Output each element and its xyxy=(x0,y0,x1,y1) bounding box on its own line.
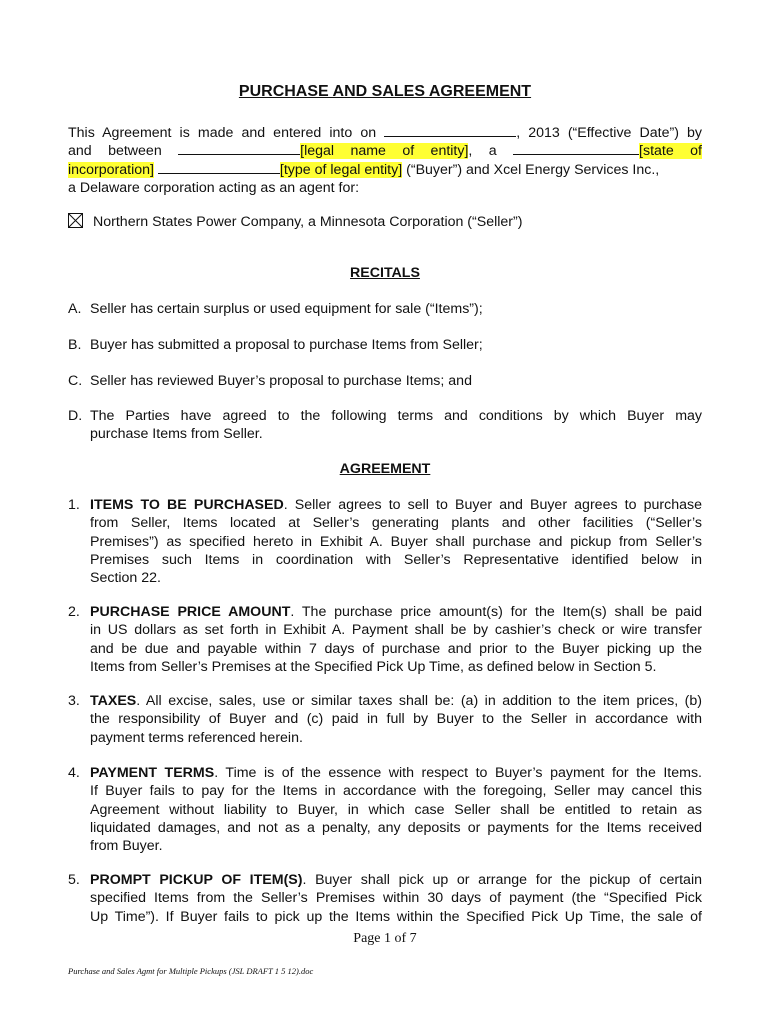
recital-marker: D. xyxy=(68,408,83,424)
buyer-name-blank[interactable] xyxy=(178,142,300,155)
checkbox-x-icon xyxy=(69,214,82,227)
section-text: . Seller agrees to sell to Buyer and Buyer agrees to purchase xyxy=(283,497,702,513)
state-blank[interactable] xyxy=(513,142,639,155)
section-text: in US dollars as set forth in Exhibit A. Payment shall be by cashier’s check or wire transfer xyxy=(90,622,702,639)
seller-option-label: Northern States Power Company, a Minnesota Corporation (“Seller”) xyxy=(93,214,523,230)
section-text: Premises”) as specified hereto in Exhibit A. Buyer shall purchase and pickup from Seller’s xyxy=(90,533,702,550)
section-heading: PROMPT PICKUP OF ITEM(S) xyxy=(90,872,303,888)
document-title: PURCHASE AND SALES AGREEMENT xyxy=(238,83,532,100)
section-heading: ITEMS TO BE PURCHASED xyxy=(90,497,284,513)
recital-text: purchase Items from Seller. xyxy=(90,426,263,443)
agreement-heading: AGREEMENT xyxy=(339,461,431,477)
intro-text: (“Buyer”) and Xcel Energy Services Inc., xyxy=(402,161,660,178)
section-text: the responsibility of Buyer and (c) paid in full by Buyer to the Seller in accordance with xyxy=(90,711,702,728)
section-first-line xyxy=(90,764,702,782)
section-text: and be due and payable within 7 days of purchase and prior to the Buyer picking up the xyxy=(90,640,702,657)
state-placeholder: [state of xyxy=(639,143,702,160)
intro-text: and between xyxy=(68,143,162,160)
recital-text: The Parties have agreed to the following terms and conditions by which Buyer may xyxy=(90,408,702,424)
recital-marker: C. xyxy=(68,373,83,389)
section-heading: TAXES xyxy=(90,693,137,709)
section-first-line xyxy=(90,871,702,889)
section-heading: PAYMENT TERMS xyxy=(90,765,215,781)
section-text: . All excise, sales, use or similar taxes shall be: (a) in addition to the item prices, (b) xyxy=(136,693,702,709)
section-1 xyxy=(68,496,702,587)
legal-name-placeholder: [legal name of entity] xyxy=(300,143,469,160)
section-text: payment terms referenced herein. xyxy=(90,729,303,746)
section-marker: 2. xyxy=(68,604,80,620)
section-4 xyxy=(68,764,702,855)
section-marker: 4. xyxy=(68,765,80,781)
section-text: Premises such Items in coordination with Seller’s Representative identified below in xyxy=(90,551,702,568)
section-first-line xyxy=(90,692,702,710)
section-text: . Buyer shall pick up or arrange for the pickup of certain xyxy=(302,872,702,888)
recital-b xyxy=(68,336,702,354)
section-text: Up Time”). If Buyer fails to pick up the Items within the Specified Pick Up Time, the sale of xyxy=(90,908,702,925)
seller-checkbox[interactable] xyxy=(68,213,83,228)
section-marker: 5. xyxy=(68,872,80,888)
section-text: Agreement without liability to Buyer, in which case Seller shall be entitled to retain as xyxy=(90,801,702,818)
section-heading: PURCHASE PRICE AMOUNT xyxy=(90,604,291,620)
recital-text: Seller has reviewed Buyer’s proposal to purchase Items; and xyxy=(90,373,472,389)
section-first-line xyxy=(90,496,702,514)
section-text: . The purchase price amount(s) for the Item(s) shall be paid xyxy=(290,604,702,620)
section-text: . Time is of the essence with respect to Buyer’s payment for the Items. xyxy=(214,765,702,781)
recitals-heading: RECITALS xyxy=(350,265,420,281)
section-text: from Seller, Items located at Seller’s generating plants and other facilities (“Seller’s xyxy=(90,515,702,532)
section-3 xyxy=(68,692,702,747)
recital-text: Buyer has submitted a proposal to purchase Items from Seller; xyxy=(90,337,483,353)
section-text: Section 22. xyxy=(90,570,161,587)
intro-text: , 2013 (“Effective Date”) by xyxy=(516,125,702,141)
section-text: specified Items from the Seller’s Premises within 30 days of payment (the “Specified Pick xyxy=(90,890,702,907)
incorporation-placeholder: incorporation] xyxy=(68,161,154,178)
intro-paragraph xyxy=(68,124,702,197)
intro-line-1 xyxy=(68,124,702,142)
intro-text: , a xyxy=(468,143,497,160)
recital-text: Seller has certain surplus or used equipment for sale (“Items”); xyxy=(90,301,483,317)
seller-option-row xyxy=(68,213,522,231)
effective-date-blank[interactable] xyxy=(384,124,516,137)
section-text: If Buyer fails to pay for the Items in accordance with the foregoing, Seller may cancel this xyxy=(90,783,702,800)
recital-marker: B. xyxy=(68,337,82,353)
recital-c xyxy=(68,372,702,390)
section-text: liquidated damages, and not as a penalty, any deposits or payments for the Items received xyxy=(90,819,702,836)
intro-line-2 xyxy=(68,142,702,160)
recital-marker: A. xyxy=(68,301,82,317)
section-first-line xyxy=(90,603,702,621)
entity-type-placeholder: [type of legal entity] xyxy=(279,161,403,178)
intro-line-3 xyxy=(68,161,702,179)
section-2 xyxy=(68,603,702,676)
section-5 xyxy=(68,871,702,926)
section-text: Items from Seller’s Premises at the Specified Pick Up Time, as defined below in Section 5. xyxy=(90,658,657,675)
recital-a xyxy=(68,300,702,318)
section-marker: 1. xyxy=(68,497,80,513)
intro-line-4: a Delaware corporation acting as an agent for: xyxy=(68,179,360,196)
section-text: from Buyer. xyxy=(90,838,163,855)
section-marker: 3. xyxy=(68,693,80,709)
intro-text: This Agreement is made and entered into on xyxy=(68,125,377,141)
recital-d xyxy=(68,407,702,444)
page-number: Page 1 of 7 xyxy=(353,931,417,946)
entity-type-blank[interactable] xyxy=(158,161,280,174)
document-footer: Purchase and Sales Agmt for Multiple Pickups (JSL DRAFT 1 5 12).doc xyxy=(68,966,314,976)
